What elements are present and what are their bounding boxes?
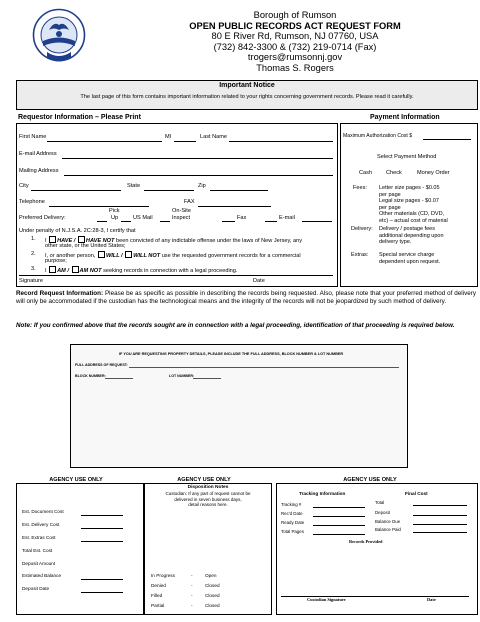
- final-cost-label: Deposit: [375, 510, 390, 515]
- fax-field[interactable]: [198, 206, 271, 207]
- block-number-label: BLOCK NUMBER:: [75, 374, 106, 378]
- item3-number: 3.: [31, 266, 36, 272]
- fee-line: Other materials (CD, DVD,: [379, 211, 445, 217]
- have-not-label: HAVE NOT: [85, 238, 115, 244]
- property-heading: IF YOU ARE REQUESTING PROPERTY DETAILS, PLEASE INCLUDE THE FULL ADDRESS, BLOCK NUMBER & LOT NUMBER: [119, 352, 344, 356]
- state-field[interactable]: [144, 190, 194, 191]
- pickup-check[interactable]: [97, 221, 107, 222]
- item2-rest: use the requested government records for a commercial: [161, 253, 301, 259]
- fees-label: Fees:: [353, 185, 367, 191]
- email: trogers@rumsonnj.gov: [247, 52, 343, 62]
- signature-label: Signature: [19, 278, 43, 284]
- penalty-text: Under penalty of N.J.S.A. 2C:28-3, I certify that: [19, 228, 136, 234]
- disposition-title: Disposition Notes: [187, 485, 229, 490]
- tracking-field[interactable]: [313, 534, 365, 535]
- mi-field[interactable]: [174, 141, 196, 142]
- disposition-box: [144, 483, 272, 615]
- am-label: AM /: [57, 268, 69, 274]
- will-not-checkbox[interactable]: [125, 251, 132, 258]
- fee-line: per page: [379, 204, 401, 211]
- item1-i: I: [45, 238, 47, 244]
- am-checkbox[interactable]: [49, 266, 56, 273]
- phone: (732) 842-3300 & (732) 219-0714 (Fax): [213, 41, 377, 52]
- item2-number: 2.: [31, 251, 36, 257]
- last-name-label: Last Name: [200, 134, 228, 140]
- item3-text: seeking records in connection with a legal proceeding.: [103, 268, 238, 274]
- status-value: Closed: [205, 583, 220, 588]
- tracking-label: Rec'd Date: [281, 511, 303, 516]
- note-label: Note:: [16, 322, 33, 329]
- us-mail-label: US Mail: [133, 215, 153, 221]
- status-value: Closed: [205, 603, 220, 608]
- tracking-label: Ready Date: [281, 520, 305, 525]
- tracking-field[interactable]: [313, 507, 365, 508]
- preferred-delivery-label: Preferred Delivery:: [19, 215, 66, 221]
- max-auth-label: Maximum Authorization Cost $: [343, 133, 413, 139]
- agency-field[interactable]: [81, 541, 123, 542]
- max-auth-field[interactable]: [423, 139, 471, 140]
- borough-name: Borough of Rumson: [253, 10, 337, 20]
- agency-field[interactable]: [81, 592, 123, 593]
- item2-line: [45, 251, 301, 259]
- email-option-label: E-mail: [279, 215, 295, 221]
- form-title: OPEN PUBLIC RECORDS ACT REQUEST FORM: [189, 20, 401, 31]
- agency-label: Est. Delivery Cost: [22, 522, 60, 527]
- tracking-box: [276, 483, 478, 615]
- final-cost-label: Balance Paid: [375, 527, 401, 532]
- status-dash: -: [191, 583, 193, 588]
- first-name-field[interactable]: [47, 141, 162, 142]
- payment-heading: Payment Information: [370, 114, 440, 121]
- fax-option-label: Fax: [237, 215, 247, 221]
- select-payment-label: Select Payment Method: [377, 154, 437, 160]
- have-not-checkbox[interactable]: [78, 236, 85, 243]
- status-dash: -: [191, 593, 193, 598]
- final-cost-field[interactable]: [413, 532, 467, 533]
- status-label: Filled: [151, 593, 163, 598]
- extras-line: Special service charge: [379, 252, 435, 258]
- agency-label: Est. Extras Cost: [22, 535, 56, 540]
- tracking-field[interactable]: [313, 525, 365, 526]
- disposition-note: [145, 491, 271, 508]
- extras-lines: [379, 252, 440, 265]
- inspect-label: Inspect: [172, 215, 191, 221]
- final-cost-field[interactable]: [413, 524, 467, 525]
- extras-label: Extras:: [351, 252, 369, 258]
- record-request-label: Record Request Information:: [16, 290, 104, 297]
- tracking-label: Total Pages: [281, 529, 304, 534]
- fee-line: per page: [379, 191, 401, 198]
- payment-section: [340, 123, 478, 287]
- disposition-note-line: Custodian: If any part of request cannot be: [165, 491, 251, 496]
- notice-text: The last page of this form contains important information related to your rights concerning government records. Please read it carefully.: [80, 94, 414, 100]
- on-site-label: On-Site: [172, 208, 191, 214]
- date-label: Date: [253, 278, 265, 284]
- fee-line: Letter size pages - $0.05: [379, 185, 440, 191]
- record-request-info: [16, 290, 476, 306]
- requestor-heading: Requestor Information – Please Print: [18, 114, 141, 121]
- final-cost-label: Total: [375, 500, 385, 505]
- custodian-signature-label: Custodian Signature: [307, 597, 346, 602]
- am-not-label: AM NOT: [79, 268, 102, 274]
- record-request-text: Please be as specific as possible in describing the records being requested. Also, please note that your preferred method of delivery will only be accommodated if the custodian has the technological means and the integrity of the records will not be jeopardized by such method of delivery.: [16, 290, 476, 305]
- disposition-note-line: detail reasons here.: [188, 502, 228, 508]
- item2-cont: purpose;: [45, 258, 67, 264]
- email-label: E-mail Address: [19, 151, 57, 157]
- tracking-label: Tracking #: [281, 502, 302, 507]
- important-notice: [16, 80, 478, 110]
- am-not-checkbox[interactable]: [72, 266, 79, 273]
- will-checkbox[interactable]: [98, 251, 105, 258]
- inspect-check[interactable]: [160, 221, 170, 222]
- records-provided-label: Records Provided: [349, 539, 383, 544]
- note-block: [16, 322, 476, 330]
- city-field[interactable]: [31, 190, 121, 191]
- delivery-line: additional depending upon: [379, 232, 444, 239]
- agency-header-2: AGENCY USE ONLY: [177, 477, 231, 483]
- status-label: Denied: [151, 583, 166, 588]
- disposition-note-line: delivered in seven business days,: [174, 496, 242, 502]
- item3-line: [45, 266, 237, 274]
- fax-label: FAX: [184, 199, 195, 205]
- fee-line: etc) – actual cost of material: [379, 217, 448, 224]
- contact-name: Thomas S. Rogers: [256, 62, 334, 73]
- will-not-label: WILL NOT: [133, 253, 161, 259]
- first-name-label: First Name: [19, 134, 47, 140]
- city-label: City: [19, 183, 29, 189]
- fee-lines: [379, 185, 448, 224]
- state-label: State: [127, 183, 141, 189]
- mailing-field[interactable]: [64, 175, 333, 176]
- delivery-line: delivery type.: [379, 239, 412, 245]
- email-option-field[interactable]: [302, 221, 332, 222]
- zip-field[interactable]: [210, 190, 268, 191]
- item1-text: been convicted of any indictable offense under the laws of New Jersey, any: [115, 238, 303, 244]
- header-block: [130, 10, 460, 73]
- block-number-field[interactable]: [105, 378, 133, 379]
- agency-header-3: AGENCY USE ONLY: [343, 477, 397, 483]
- lot-number-field[interactable]: [193, 378, 221, 379]
- agency-header-1: AGENCY USE ONLY: [49, 477, 103, 483]
- usmail-check[interactable]: [121, 221, 131, 222]
- email-field[interactable]: [62, 158, 333, 159]
- requestor-section: [16, 123, 338, 287]
- mailing-label: Mailing Address: [19, 168, 59, 174]
- status-label: In Progress: [151, 573, 175, 578]
- have-checkbox[interactable]: [49, 236, 56, 243]
- pick-label: Pick: [109, 208, 120, 214]
- custodian-date-label: Date: [427, 597, 436, 602]
- check-option[interactable]: Check: [386, 170, 402, 176]
- agency-label: Est. Document Cost: [22, 509, 64, 514]
- agency-label: Deposit Date: [22, 586, 50, 591]
- telephone-field[interactable]: [49, 206, 149, 207]
- cash-option[interactable]: Cash: [359, 170, 373, 176]
- up-label: Up: [111, 215, 119, 221]
- lot-number-label: LOT NUMBER:: [169, 374, 195, 378]
- status-value: Closed: [205, 593, 220, 598]
- agency-cost-box: [16, 483, 144, 615]
- property-details-box[interactable]: [70, 344, 408, 468]
- mi-label: MI: [165, 134, 172, 140]
- delivery-label: Delivery:: [351, 226, 373, 232]
- status-dash: -: [191, 573, 193, 578]
- item2-text: I, or another person,: [45, 253, 96, 259]
- signature-field[interactable]: [19, 275, 333, 276]
- zip-label: Zip: [198, 183, 206, 189]
- money-order-option[interactable]: Money Order: [417, 170, 450, 176]
- will-label: WILL /: [105, 253, 123, 259]
- status-value: Open: [205, 573, 217, 578]
- status-dash: -: [191, 603, 193, 608]
- final-cost-title: Final Cost: [405, 491, 428, 496]
- agency-label: Deposit Amount: [22, 561, 56, 566]
- fee-line: Legal size pages - $0.07: [379, 198, 439, 204]
- tracking-field[interactable]: [313, 516, 365, 517]
- tracking-title: Tracking Information: [299, 491, 346, 496]
- full-address-field[interactable]: [129, 367, 399, 368]
- telephone-label: Telephone: [19, 199, 45, 205]
- have-label: HAVE /: [57, 238, 76, 244]
- item1-cont: other state, or the United States;: [45, 243, 126, 249]
- final-cost-label: Balance Due: [375, 519, 401, 524]
- notice-title: Important Notice: [219, 82, 275, 89]
- fax-check[interactable]: [222, 221, 235, 222]
- item3-i: I: [45, 268, 47, 274]
- delivery-lines: [379, 226, 444, 246]
- status-label: Partial: [151, 603, 165, 608]
- delivery-line: Delivery / postage fees: [379, 226, 435, 232]
- agency-label: Total Est. Cost: [22, 548, 53, 553]
- agency-label: Estimated Balance: [22, 573, 62, 578]
- full-address-label: FULL ADDRESS OF REQUEST:: [75, 363, 128, 367]
- note-text: If you confirmed above that the records sought are in connection with a legal proceeding, identification of that proceeding is required below.: [33, 322, 455, 329]
- address: 80 E River Rd, Rumson, NJ 07760, USA: [211, 31, 379, 41]
- agency-field[interactable]: [81, 515, 123, 516]
- final-cost-field[interactable]: [413, 505, 467, 506]
- borough-seal: [32, 8, 86, 70]
- agency-field[interactable]: [81, 528, 123, 529]
- item1-number: 1.: [31, 236, 36, 242]
- extras-line: dependent upon request.: [379, 258, 441, 265]
- final-cost-field[interactable]: [413, 515, 467, 516]
- email-check[interactable]: [265, 221, 277, 222]
- agency-field[interactable]: [81, 579, 123, 580]
- last-name-field[interactable]: [229, 141, 333, 142]
